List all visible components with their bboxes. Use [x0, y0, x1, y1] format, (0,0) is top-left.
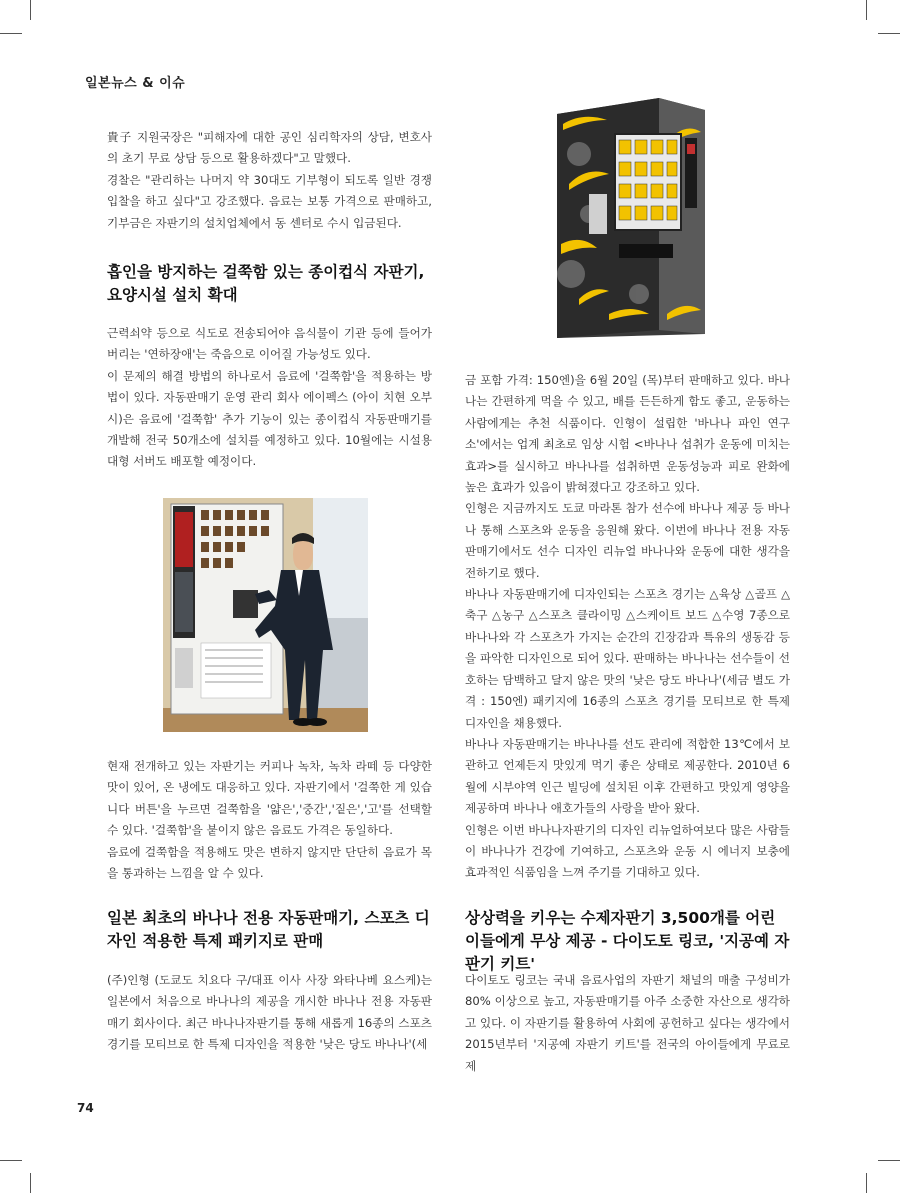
- paragraph: 근력쇠약 등으로 식도로 전송되어야 음식물이 기관 등에 들어가 버리는 '연하장애'는 죽음으로 이어질 가능성도 있다.: [107, 326, 432, 362]
- paragraph: 경찰은 "관리하는 나머지 약 30대도 기부형이 되도록 일반 경쟁입찰을 하고 싶다"고 강조했다. 음료는 보통 가격으로 판매하고, 기부금은 자판기의 설치업체에서 동 센터로 수시 입금된다.: [107, 172, 432, 230]
- article-heading: 일본 최초의 바나나 전용 자동판매기, 스포츠 디자인 적용한 특제 패키지로 판매: [107, 909, 430, 950]
- paragraph: (주)인형 (도쿄도 치요다 구/대표 이사 사장 와타나베 요스케)는 일본에서 처음으로 바나나의 제공을 개시한 바나나 전용 자동판매기 회사이다. 최근 바나나자판기를 통해 새롭게 16종의 스포츠 경기를 모티브로 한 특제 디자인을 적용한 '낮은 당도 바나나'(세: [107, 973, 432, 1052]
- crop-mark: [878, 33, 900, 34]
- paragraph: 이 문제의 해결 방법의 하나로서 음료에 '걸쭉함'을 적용하는 방법이 있다. 자동판매기 운영 관리 회사 에이펙스 (아이 치현 오부시)은 음료에 '걸쭉함' 추가 기능이 있는 종이컵식 자동판매기를 개발해 전국 50개소에 설치를 예정하고 있다. 10월에는 시설용 대형 서버도 배포할 예정이다.: [107, 368, 432, 469]
- right-heading-1: [465, 907, 790, 976]
- crop-mark: [0, 1160, 22, 1161]
- page-number: 74: [77, 1101, 94, 1115]
- paragraph: 인형은 이번 바나나자판기의 디자인 리뉴얼하여보다 많은 사람들이 바나나가 건강에 기여하고, 스포츠와 운동 시 에너지 보충에 효과적인 식품임을 느껴 주기를 기대하고 있다.: [465, 822, 790, 880]
- right-body-1: [465, 370, 790, 884]
- left-body-3: [107, 970, 432, 1056]
- crop-mark: [30, 1173, 31, 1193]
- section-label: 일본뉴스 & 이슈: [85, 76, 186, 91]
- right-body-2: [465, 970, 790, 1077]
- crop-mark: [866, 1173, 867, 1193]
- crop-mark: [866, 0, 867, 20]
- paragraph: 인형은 지금까지도 도쿄 마라톤 참가 선수에 바나나 제공 등 바나나 통해 스포츠와 운동을 응원해 왔다. 이번에 바나나 전용 자동판매기에서도 선수 디자인 리뉴얼 바나나와 운동에 대한 생각을 전하기로 했다.: [465, 501, 790, 580]
- paragraph: 음료에 걸쭉함을 적용해도 맛은 변하지 않지만 단단히 음료가 목을 통과하는 느낌을 알 수 있다.: [107, 844, 432, 881]
- crop-mark: [878, 1160, 900, 1161]
- banana-vending-machine-image: [549, 94, 707, 340]
- paragraph: 금 포함 가격: 150엔)을 6월 20일 (목)부터 판매하고 있다. 바나나는 간편하게 먹을 수 있고, 배를 든든하게 함도 좋고, 운동하는 사람에게는 추천 식품이다. 인형이 설립한 '바나나 파인 연구소'에서는 업계 최초로 임상 시험 <바나나 섭취가 운동에 미치는 효과>를 실시하고 바나나를 섭취하면 운동성능과 피로 완화에 높은 효과가 있음이 밝혀졌다고 강조하고 있다.: [465, 373, 790, 495]
- article-heading: 흡인을 방지하는 걸쭉함 있는 종이컵식 자판기, 요양시설 설치 확대: [107, 263, 425, 304]
- crop-mark: [30, 0, 31, 20]
- crop-mark: [0, 33, 22, 34]
- left-heading-2: [107, 907, 432, 953]
- vending-machine-photo: [163, 498, 368, 732]
- paragraph: 바나나 자동판매기는 바나나를 선도 관리에 적합한 13℃에서 보관하고 언제든지 맛있게 먹기 좋은 상태로 제공한다. 2010년 6월에 시부야역 인근 빌딩에 설치된 이후 간편하고 맛있게 영양을 제공하며 바나나 애호가들의 사랑을 받아 왔다.: [465, 736, 790, 816]
- article-heading: 상상력을 키우는 수제자판기 3,500개를 어린이들에게 무상 제공 - 다이도토 링코, '지공예 자판기 키트': [465, 909, 790, 973]
- paragraph: 다이토도 링코는 국내 음료사업의 자판기 채널의 매출 구성비가 80% 이상으로 높고, 자동판매기를 아주 소중한 자산으로 생각하고 있다. 이 자판기를 활용하여 사회에 공헌하고 싶다는 생각에서 2015년부터 '지공예 자판기 키트'를 전국의 아이들에게 무료로 제: [465, 973, 790, 1073]
- paragraph: 바나나 자동판매기에 디자인되는 스포츠 경기는 △육상 △골프 △축구 △농구 △스포츠 클라이밍 △스케이트 보드 △수영 7종으로 바나나와 각 스포츠가 가지는 순간의 긴장감과 특유의 생동감 등을 파악한 디자인으로 되어 있다. 판매하는 바나나는 선수들이 선호하는 담백하고 달지 않은 맛의 '낮은 당도 바나나'(세금 별도 가격 : 150엔) 패키지에 16종의 스포츠 경기를 모티브로 한 특제 디자인을 채용했다.: [465, 587, 790, 730]
- paragraph: 貴子 지원국장은 "피해자에 대한 공인 심리학자의 상담, 변호사의 초기 무료 상담 등으로 활용하겠다"고 말했다.: [107, 130, 432, 166]
- left-heading-1: [107, 261, 432, 307]
- left-body-1: [107, 323, 432, 473]
- left-intro: [107, 127, 432, 234]
- paragraph: 현재 전개하고 있는 자판기는 커피나 녹차, 녹차 라떼 등 다양한 맛이 있어, 온 냉에도 대응하고 있다. 자판기에서 '걸쭉한 게 있습니다 버튼'을 누르면 걸쭉함을 '얇은','중간','짙은','고'를 선택할 수 있다. '걸쭉함'을 붙이지 않은 음료도 가격은 동일하다.: [107, 759, 432, 838]
- left-body-2: [107, 756, 432, 884]
